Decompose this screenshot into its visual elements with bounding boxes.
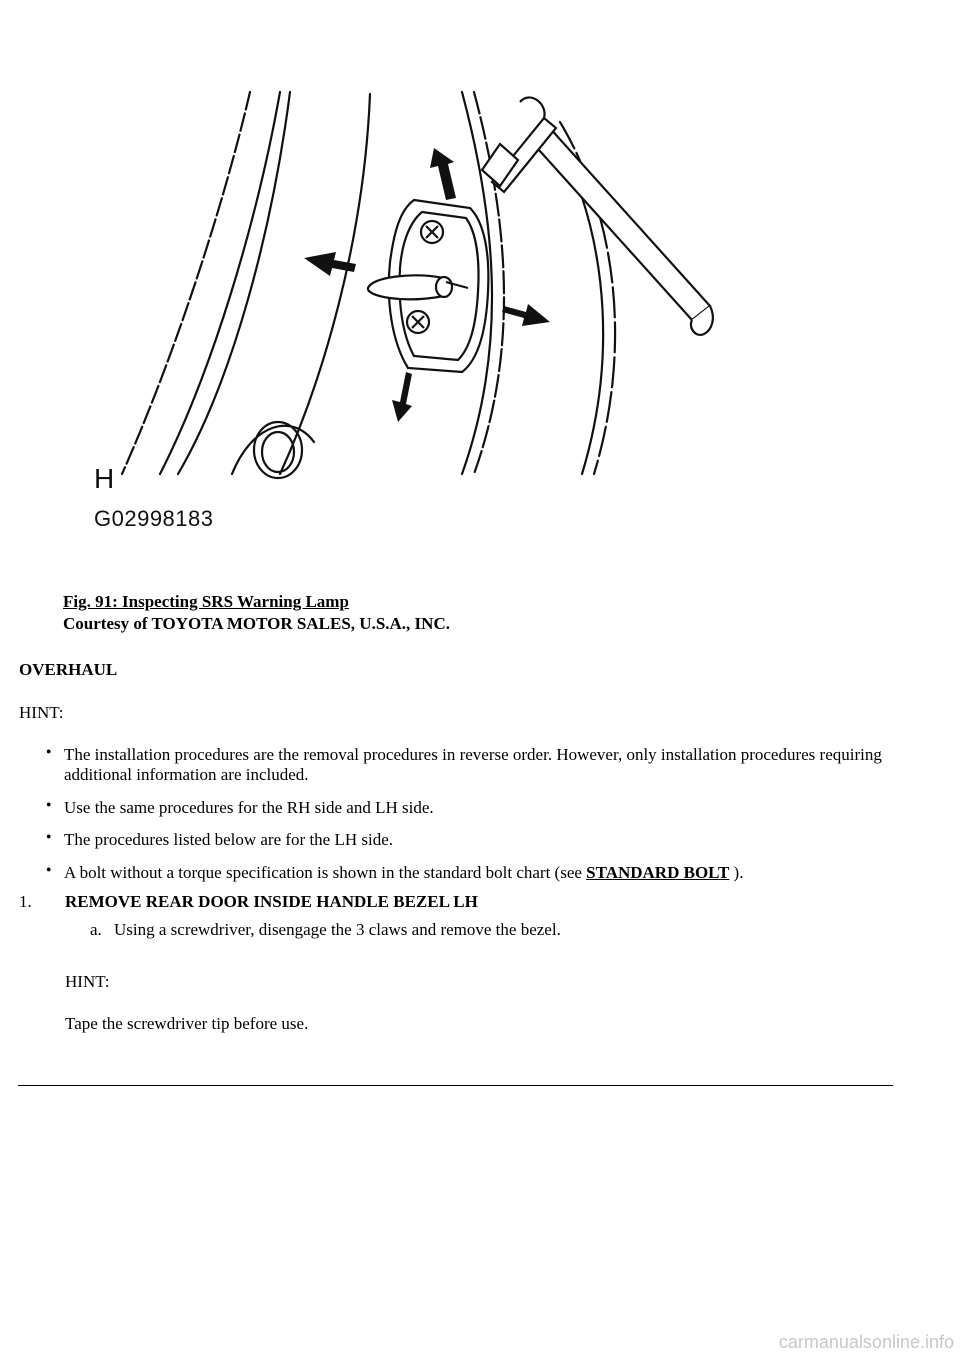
list-item: ● Use the same procedures for the RH side and LH side.: [40, 798, 890, 818]
figure-title-link[interactable]: Fig. 91: Inspecting SRS Warning Lamp: [63, 592, 349, 611]
step-number: 1.: [19, 892, 32, 911]
substep-letter: a.: [90, 920, 102, 939]
list-item: ● A bolt without a torque specification is shown in the standard bolt chart (see STANDARD BOLT ).: [40, 863, 890, 883]
substep-a: [90, 920, 561, 940]
figure-courtesy: Courtesy of TOYOTA MOTOR SALES, U.S.A., INC.: [63, 614, 450, 634]
step-1: [19, 892, 478, 912]
figure-code: G02998183: [94, 506, 214, 531]
hint-list: [40, 745, 890, 895]
figure-letter: H: [94, 463, 115, 494]
hint-label: HINT:: [19, 703, 64, 722]
standard-bolt-link[interactable]: STANDARD BOLT: [586, 862, 730, 882]
watermark: carmanualsonline.info: [778, 1332, 954, 1352]
step-hint-label: HINT:: [65, 972, 110, 991]
substep-text: Using a screwdriver, disengage the 3 claws and remove the bezel.: [114, 920, 561, 939]
step-title: REMOVE REAR DOOR INSIDE HANDLE BEZEL LH: [65, 892, 478, 911]
list-item: ● The procedures listed below are for the LH side.: [40, 830, 890, 850]
figure-caption: [63, 592, 450, 635]
page-divider: [18, 1085, 893, 1086]
section-heading: OVERHAUL: [19, 660, 118, 679]
step-hint-text: Tape the screwdriver tip before use.: [65, 1014, 309, 1033]
list-item: ● The installation procedures are the removal procedures in reverse order. However, only installation procedures requiring additional information are included.: [40, 745, 890, 786]
door-striker-illustration: [82, 82, 742, 542]
